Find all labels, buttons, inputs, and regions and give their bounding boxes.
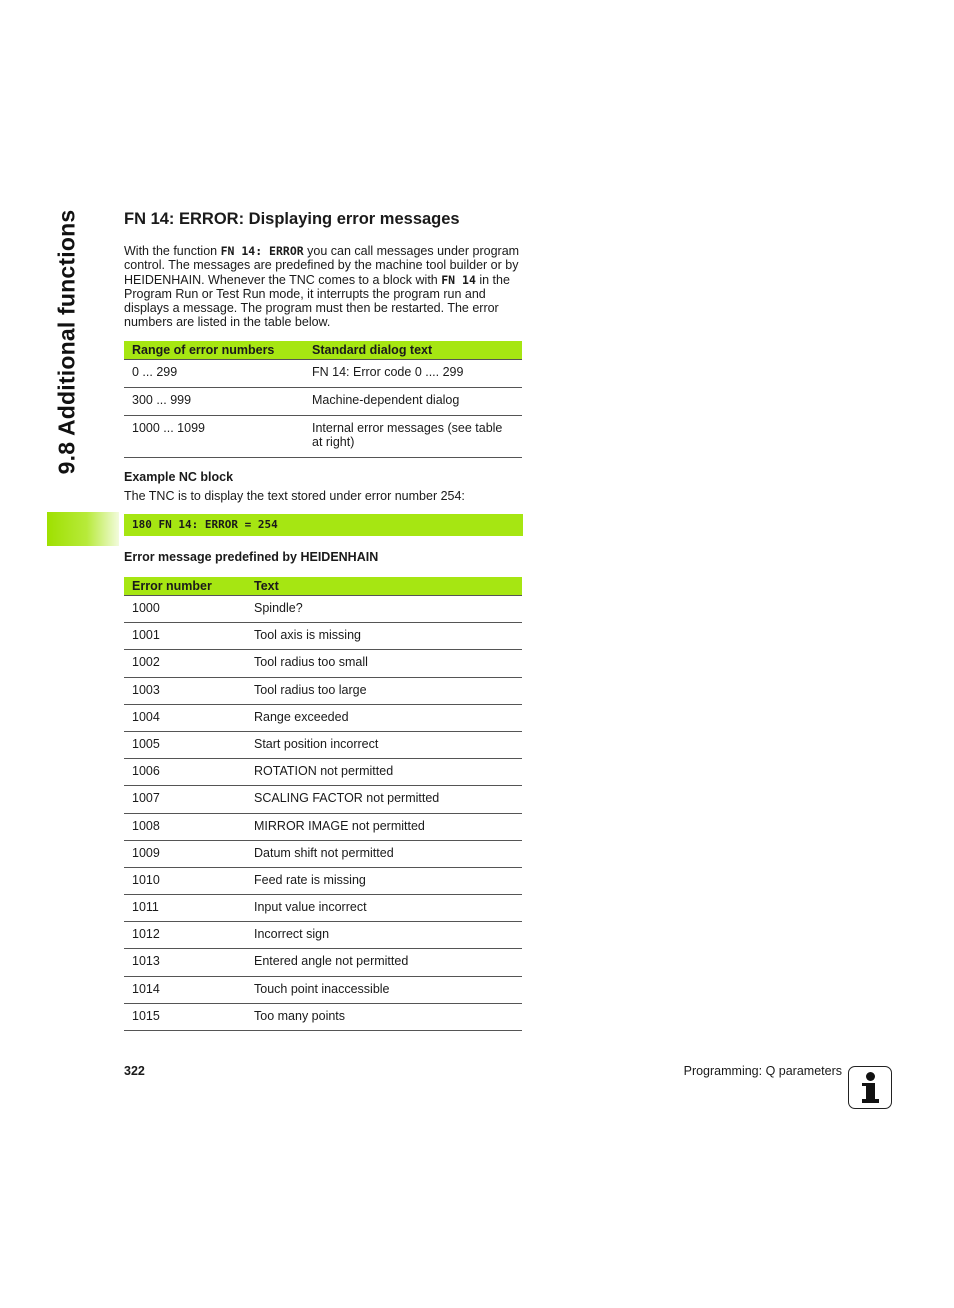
table-row [124, 759, 522, 786]
table-row [124, 388, 522, 416]
table-cell: 1006 [124, 759, 246, 786]
table-cell: Input value incorrect [246, 895, 522, 922]
column-header: Error number [124, 577, 246, 596]
page-number: 322 [124, 1064, 145, 1078]
table-cell: Entered angle not permitted [246, 949, 522, 976]
example-heading: Example NC block [124, 470, 234, 484]
table-cell: Spindle? [246, 596, 522, 623]
table-cell: 300 ... 999 [124, 388, 304, 416]
chapter-title: Programming: Q parameters [683, 1064, 842, 1078]
table-cell: Too many points [246, 1003, 522, 1030]
column-header: Range of error numbers [124, 341, 304, 360]
table-cell: Incorrect sign [246, 922, 522, 949]
table-row [124, 677, 522, 704]
table-row [124, 840, 522, 867]
table-cell: 1001 [124, 623, 246, 650]
table-row [124, 786, 522, 813]
table-header-row [124, 341, 522, 360]
table-row [124, 360, 522, 388]
table-row [124, 416, 522, 458]
intro-text-3: in the Program Run or Test Run mode, it interrupts the program run and displays a message. The program must then be restarted. The error numbers are listed in the table below. [124, 272, 510, 330]
table-cell: Machine-dependent dialog [304, 388, 522, 416]
table-cell: 1007 [124, 786, 246, 813]
table-cell: 1004 [124, 704, 246, 731]
intro-text-2: you can call messages under program control. The messages are predefined by the machine tool builder or by HEIDENHAIN. Whenever the TNC comes to a block with [124, 244, 520, 287]
info-icon-dot [866, 1072, 875, 1081]
section-tab-marker [47, 512, 119, 546]
table-cell: SCALING FACTOR not permitted [246, 786, 522, 813]
table-cell: Tool radius too small [246, 650, 522, 677]
table-cell: 1000 [124, 596, 246, 623]
table-cell: 1015 [124, 1003, 246, 1030]
table-cell: 1012 [124, 922, 246, 949]
error-range-table [124, 341, 522, 458]
table-row [124, 623, 522, 650]
example-code-block: 180 FN 14: ERROR = 254 [124, 514, 523, 536]
table-row [124, 922, 522, 949]
table-cell: 1013 [124, 949, 246, 976]
column-header: Text [246, 577, 522, 596]
table-row [124, 813, 522, 840]
table-cell: 1009 [124, 840, 246, 867]
table-cell: MIRROR IMAGE not permitted [246, 813, 522, 840]
predefined-heading: Error message predefined by HEIDENHAIN [124, 550, 379, 564]
table-cell: 1010 [124, 867, 246, 894]
table-cell: Range exceeded [246, 704, 522, 731]
predefined-error-table [124, 577, 522, 1031]
section-side-title: 9.8 Additional functions [53, 209, 80, 475]
table-row [124, 895, 522, 922]
table-cell: 1005 [124, 731, 246, 758]
intro-text-1: With the function [124, 244, 221, 258]
table-cell: Tool radius too large [246, 677, 522, 704]
table-row [124, 976, 522, 1003]
table-cell: 1002 [124, 650, 246, 677]
table-row [124, 731, 522, 758]
table-cell: Tool axis is missing [246, 623, 522, 650]
table-cell: 1008 [124, 813, 246, 840]
table-cell: FN 14: Error code 0 .... 299 [304, 360, 522, 388]
table-cell: 0 ... 299 [124, 360, 304, 388]
table-cell: Start position incorrect [246, 731, 522, 758]
table-cell: 1003 [124, 677, 246, 704]
table-row [124, 650, 522, 677]
section-heading: FN 14: ERROR: Displaying error messages [124, 210, 460, 228]
column-header: Standard dialog text [304, 341, 522, 360]
table-cell: Internal error messages (see table at right) [304, 416, 522, 458]
table-cell: Datum shift not permitted [246, 840, 522, 867]
table-cell: ROTATION not permitted [246, 759, 522, 786]
intro-code-1: FN 14: ERROR [220, 244, 304, 258]
table-cell: Touch point inaccessible [246, 976, 522, 1003]
table-row [124, 596, 522, 623]
table-cell: 1011 [124, 895, 246, 922]
info-icon [848, 1066, 892, 1109]
table-row [124, 704, 522, 731]
intro-paragraph [124, 244, 522, 330]
table-cell: 1014 [124, 976, 246, 1003]
table-row [124, 1003, 522, 1030]
table-row [124, 867, 522, 894]
table-row [124, 949, 522, 976]
example-text: The TNC is to display the text stored under error number 254: [124, 489, 465, 503]
intro-code-2: FN 14 [441, 272, 476, 287]
table-cell: 1000 ... 1099 [124, 416, 304, 458]
info-icon-base [862, 1099, 879, 1103]
table-cell: Feed rate is missing [246, 867, 522, 894]
table-header-row [124, 577, 522, 596]
